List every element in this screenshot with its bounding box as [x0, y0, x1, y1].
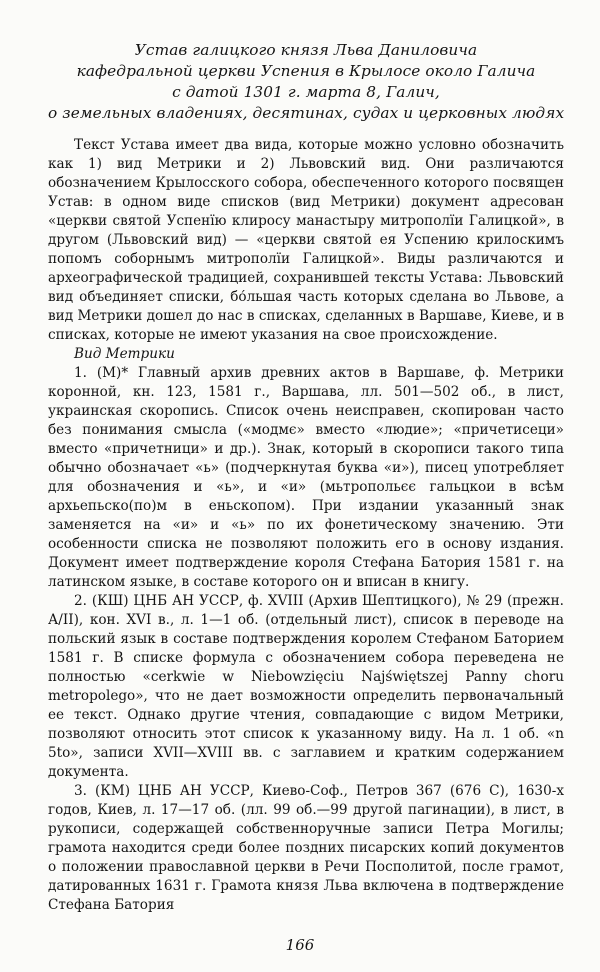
section-subheading: Вид Метрики [74, 346, 175, 362]
intro-paragraph: Текст Устава имеет два вида, которые можно условно обозначить как 1) вид Метрики и 2) Львовский вид. Они различаются обозначением Крылосского собора, обеспеченного которого посвящен Устав: в одном виде списков (вид Метрики) документ адресован «церкви святой Успенїю клиросу манастыру митрополїи Галицкой», в другом (Львовский вид) — «церкви святой ея Успению крилоскимъ попомъ соборнымъ митрополїи Галицкой». Виды различаются и археографической традицией, сохранившей тексты Устава: Львовский вид объединяет списки, бо́льшая часть которых сделана во Львове, а вид Метрики дошел до нас в списках, сделанных в Варшаве, Киеве, и в списках, которые не имеют указания на свое происхождение. [48, 137, 564, 343]
list-item: 3. (КМ) ЦНБ АН УССР, Киево-Соф., Петров 367 (676 С), 1630-х годов, Киев, л. 17—17 об. (лл. 99 об.—99 другой пагинации), в лист, в рукописи, содержащей собственноручные записи Петра Могилы; грамота находится среди более поздних писарских копий документов о положении православной церкви в Речи Посполитой, после грамот, датированных 1631 г. Грамота князя Льва включена в подтверждение Стефана Батория [48, 783, 564, 913]
document-title [48, 40, 564, 124]
title-line-4: о земельных владениях, десятинах, судах и церковных людях [48, 104, 565, 122]
title-line-3: с датой 1301 г. марта 8, Галич, [172, 83, 440, 101]
list-item: 2. (КШ) ЦНБ АН УССР, ф. XVIII (Архив Шептицкого), № 29 (прежн. А/II), кон. XVI в., л. 1—1 об. (отдельный лист), список в переводе на польский язык в составе подтверждения королем Стефаном Баторием 1581 г. В списке формула с обозначением собора переведена не полностью «cerkwie w Niebowzięciu Najświętszej Panny choru metropolego», что не дает возможности определить первоначальный ее текст. Однако другие чтения, совпадающие с видом Метрики, позволяют относить этот список к указанному виду. На л. 1 об. «n 5to», записи XVII—XVIII вв. с заглавием и кратким содержанием документа. [48, 593, 564, 780]
title-line-2: кафедральной церкви Успения в Крылосе около Галича [76, 62, 536, 80]
title-line-1: Устав галицкого князя Льва Даниловича [134, 41, 478, 59]
document-body [48, 136, 564, 915]
list-item: 1. (М)* Главный архив древних актов в Варшаве, ф. Метрики коронной, кн. 123, 1581 г., Варшава, лл. 501—502 об., в лист, украинская скоропись. Список очень неисправен, скопирован часто без понимания смысла («модмє» вместо «людие»; «причетисеци» вместо «причетници» и др.). Знак, который в скорописи такого типа обычно обозначает «ь» (подчеркнутая буква «и»), писец употребляет для обозначения и «ь», и «и» (мьтропольєє гальцкои в всѣм архьепьско(по)м в еньскопом). При издании указанный знак заменяется на «и» и «ь» по их фонетическому значению. Эти особенности списка не позволяют положить его в основу издания. Документ имеет подтверждение короля Стефана Батория 1581 г. на латинском языке, в составе которого он и вписан в книгу. [48, 365, 564, 590]
page-number: 166 [285, 936, 315, 954]
